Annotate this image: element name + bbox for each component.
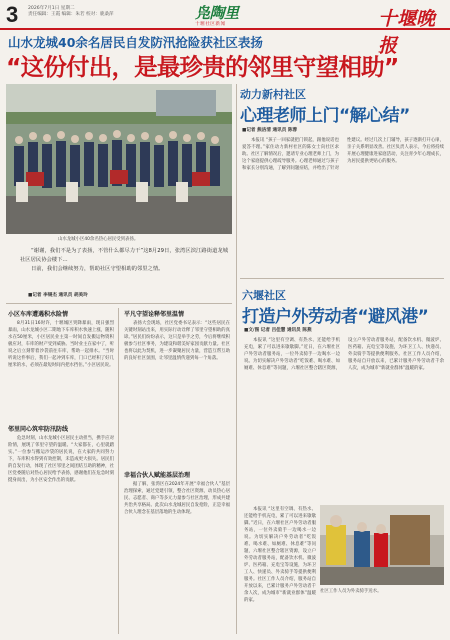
feature2-text: 本报讯 “这里有空调、有热水、还能给手机充电，累了可以进来歇歇脚。”近日，在六堰社区户外劳动者服务站，一位外卖骑手一边喝水一边说。为切实解决户外劳动者“吃饭难、喝水难、如厕难、休息难”等问题，六堰社区整合辖区资源，设立户外劳动者服务站，配备饮水机、微波炉、医药箱、充电宝等设施，为环卫工人、快递员、外卖骑手等提供便利服务。社区工作人员介绍，服务站自开放以来，已累计服务户外劳动者千余人次，成为城市“新就业群体”温暖的家。 <box>244 338 444 371</box>
feature1-byline: ■记者 熊洁清 通讯员 陈蓉 <box>242 128 298 133</box>
feature2-body-cont <box>244 506 316 614</box>
lead-reporters: ■记者 李锡杰 通讯员 胡美玲 <box>28 293 88 298</box>
col-b-body <box>124 320 230 460</box>
col-b2-title: 幸福合伙人赋能基层治理 <box>124 472 191 479</box>
col-a2-text: 危急时刻，山水龙城小区居民主动担当，携手应对险情，展现了邻里守望的温暖。“大家都在，心里就踏实。”一位参与搬运沙袋的居民说，在大家的共同努力下，车库积水得到有效控制，未造成更大损失。居民们的自发行动，体现了社区邻里之间团结互助的精神，社区党委随后对热心居民给予表扬，感谢他们在危急时刻挺身而出，为小区安全作出的贡献。 <box>8 436 114 483</box>
lead-intro <box>20 247 228 274</box>
col-b-title: 平凡守望诠释邻里温情 <box>124 311 185 318</box>
feature2-kicker: 六堰社区 <box>242 289 286 302</box>
column-logo <box>195 2 259 28</box>
column-title: 凫陶里 <box>195 4 239 22</box>
lead-intro-p1: “谢谢，我们不是为了表扬，不管什么都尽力干”这8月29日，张湾区滨江路街道龙城社区居民协会楼下… <box>20 248 228 263</box>
group-photo-image <box>6 84 232 234</box>
col-a-text: 8月31日16时许，十堰城区突降暴雨，现日强烈暴雨，山水龙城小区二期地下车库积水快速上涨，随积水在50厘米，小区居民业主第一时间自发搬运物资积极应对，车库的财产受到威胁。当时业主在家中了，听说之后立刻带着沙袋前往车库，帮助一起排水。“当时听说这件事后，我们一起冲到车库，门口已经积了好几厘米的水，必须在最短时间内把水挡住。”小区居民说。 <box>8 321 114 368</box>
feature1-body <box>242 137 444 270</box>
lead-photo <box>6 84 232 234</box>
col-b2-text: 据了解，张湾区在2024年开展“幸福合伙人”基层治理探索，通过党建引领，整合社区资源，动员热心居民、志愿者、商户等多元力量参与社区治理，形成共建共治共享格局。此次山水龙城居民自发抢险，正是幸福合伙人理念在基层落地的生动体现。 <box>124 482 230 515</box>
feature1-kicker: 动力新村社区 <box>240 88 306 101</box>
divider-right <box>240 278 444 279</box>
editor-line: 责任编辑：王霞 编辑：朱若 校对：鹿桑萍 <box>28 12 114 17</box>
lead-kicker: 山水龙城40余名居民自发防汛抢险获社区表扬 <box>8 35 263 50</box>
page-number: 3 <box>6 2 19 27</box>
lead-headline: “这份付出，是最珍贵的邻里守望相助” <box>6 53 399 81</box>
header-meta <box>28 6 148 18</box>
feature2-title: 打造户外劳动者“避风港” <box>242 307 429 327</box>
lead-photo-caption: 山水龙城小区40余名热心居民受到表扬。 <box>58 237 139 242</box>
divider <box>6 303 232 304</box>
col-b-text: 表扬大会现场，社区党委书记表示：“这些居民在关键时刻站出来，用实际行动诠释了邻里守望相助的真谛。”居民们纷纷表示，这只是举手之劳，今后将继续积极参与社区事务，为建设和谐美好家园贡献力量。社区也将以此为契机，进一步凝聚居民力量，营造互帮互助的良好社区氛围，让邻里温情传递到每一个角落。 <box>124 321 230 361</box>
col-a2-title: 邻里同心筑牢防汛防线 <box>8 426 69 433</box>
worker-station-image <box>320 505 444 585</box>
column-subtitle: 十堰社区新闻 <box>195 22 226 27</box>
feature2-photo-caption: 社区工作人员为外卖骑手送水。 <box>320 589 382 594</box>
col-a2-body <box>8 435 114 635</box>
feature2-photo <box>320 505 444 585</box>
lead-intro-p2: 日前，我们会继续努力，帮助社区守望相助的邻里之情。 <box>31 266 164 272</box>
feature2-text-cont: 本报讯 “这里有空调、有热水、还能给手机充电，累了可以进来歇歇脚。”近日，在六堰社区户外劳动者服务站，一位外卖骑手一边喝水一边说。为切实解决户外劳动者“吃饭难、喝水难、如厕难、休息难”等问题，六堰社区整合辖区资源，设立户外劳动者服务站，配备饮水机、微波炉、医药箱、充电宝等设施，为环卫工人、快递员、外卖骑手等提供便利服务。社区工作人员介绍，服务站自开放以来，已累计服务户外劳动者千余人次，成为城市“新就业群体”温暖的家。 <box>244 507 316 603</box>
feature2-body <box>244 337 444 500</box>
newspaper-masthead: 十堰晚报 <box>378 8 436 57</box>
feature1-title: 心理老师上门“解心结” <box>240 106 410 126</box>
feature2-byline: ■文/图 记者 吕佳慧 通讯员 陈燕 <box>244 328 312 333</box>
column-rule <box>118 308 119 634</box>
feature1-text: 本报讯 “孩子一回家就把门锁起，跟他说话也爱答不理。”家住动力新村社区的陈女士向社区求助。社区了解情况后，邀请专业心理老师上门，为这个家庭提供心理疏导服务。心理老师通过与孩子和家长分别沟通，了解到问题症结，并给出了针对性建议。经过几次上门辅导，孩子逐渐打开心扉，亲子关系明显改善。社区负责人表示，今后将持续开展心理健康进家庭活动，关注青少年心理成长，为居民提供更贴心的服务。 <box>242 138 444 171</box>
column-rule-right <box>236 84 237 634</box>
col-a-title: 小区车库遭遇积水险情 <box>8 311 69 318</box>
col-b2-body <box>124 481 230 636</box>
col-a-body <box>8 320 114 420</box>
issue-date: 2026年7月1日 星期二 <box>28 6 75 11</box>
